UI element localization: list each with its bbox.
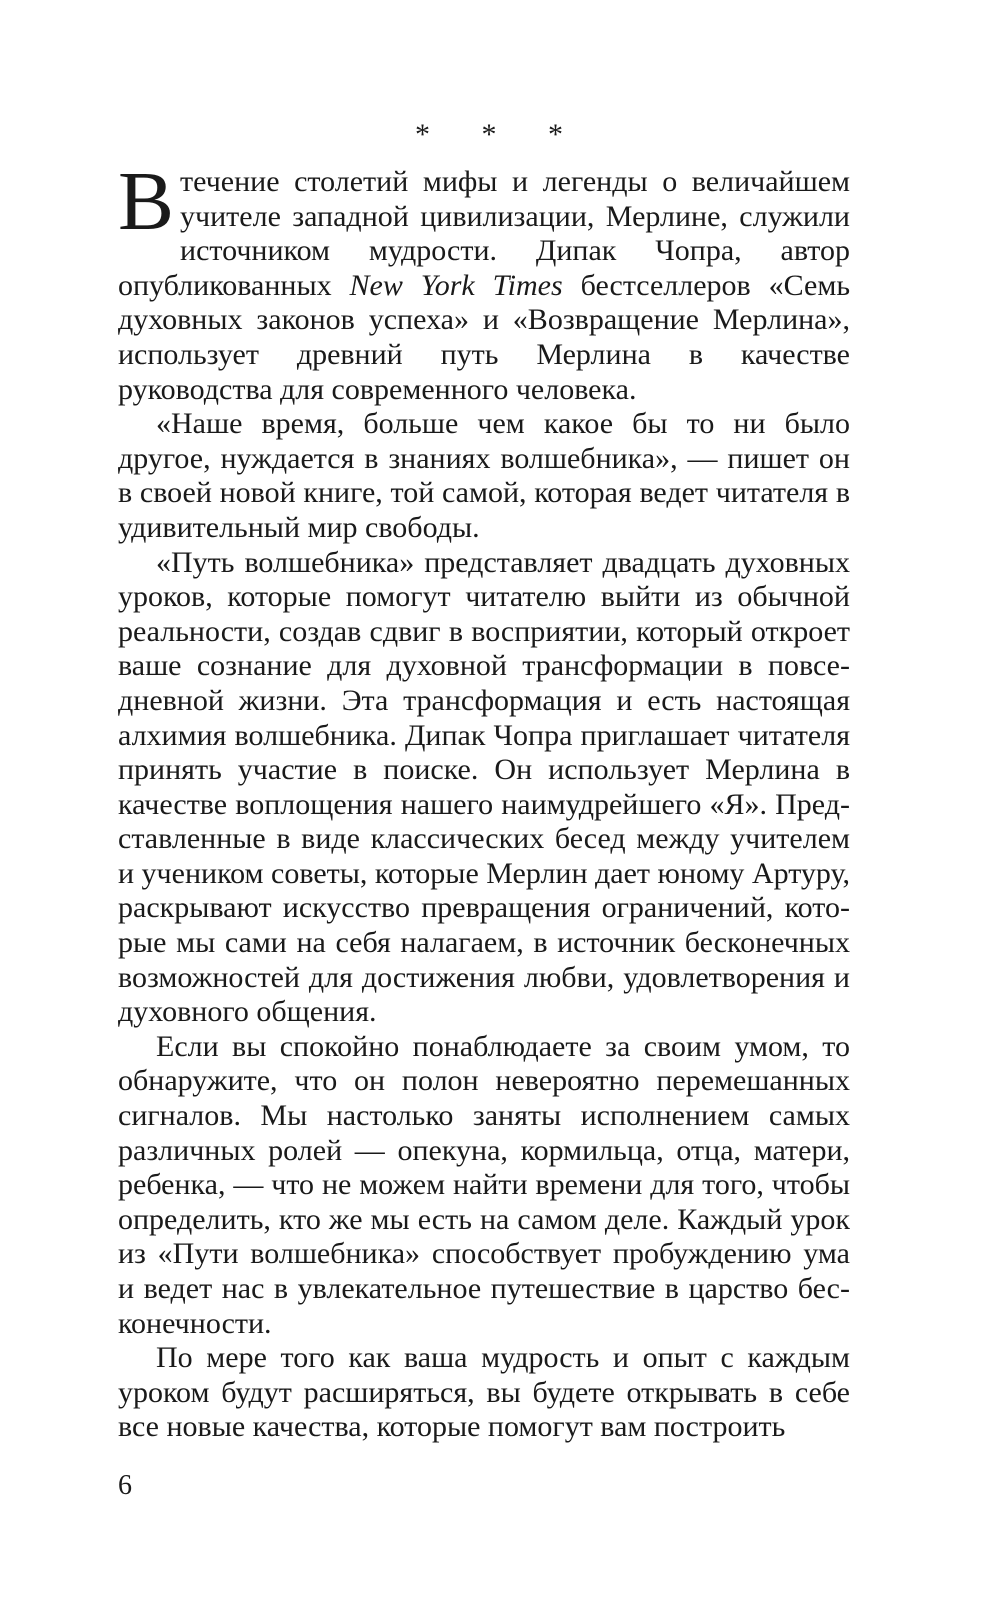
- paragraph-4: Если вы спокойно понаблюдаете за своим умом, то обнаружите, что он полон невероятно перемешанных сигналов. Мы настолько заняты исполнением самых различных ролей — опекуна, кормильца, отца, матери, ребенка, — что не можем найти времени для того, чтобы определить, кто же мы есть на самом деле. Каждый урок из «Пути волшебника» способствует пробуждению ума и ведет нас в увлекательное путешествие в царство бесконечности.: [118, 1029, 850, 1340]
- paragraph-1-text-a: течение столетий мифы и легенды о величайшем учителе западной цивилизации, Мерлине, служили источником мудрости. Дипак Чопра, автор опубликованных: [118, 165, 850, 302]
- paragraph-1: [118, 155, 850, 407]
- section-separator: * * *: [415, 118, 585, 151]
- paragraph-1-text-b: бестселлеров «Семь духовных законов успеха» и «Возвращение Мерлина», использует древний путь Мерлина в качестве руководства для современного человека.: [118, 268, 850, 406]
- paragraph-5: По мере того как ваша мудрость и опыт с каждым уроком будут расширяться, вы будете открывать в себе все новые качества, которые помогут вам построить: [118, 1341, 850, 1444]
- paragraph-3: «Путь волшебника» представляет двадцать духовных уроков, которые помогут читателю выйти из обычной реальности, создав сдвиг в восприятии, который откроет ваше сознание для духовной трансформации в повседневной жизни. Эта трансформация и есть настоящая алхимия волшебника. Дипак Чопра приглашает читателя принять участие в поиске. Он использует Мерлина в качестве воплощения нашего наимудрейшего «Я». Представленные в виде классических бесед между учителем и учеником советы, которые Мерлин дает юному Артуру, раскрывают искусство превращения ограничений, которые мы сами на себя налагаем, в источник бесконечных возможностей для достижения любви, удовлетворения и духовного общения.: [118, 545, 851, 1029]
- paragraph-1-italic: New York Times: [349, 268, 563, 302]
- page-number: 6: [118, 1470, 132, 1501]
- body-text: [118, 155, 851, 1445]
- drop-cap: В: [118, 155, 175, 248]
- paragraph-2: «Наше время, больше чем какое бы то ни было другое, нуждается в знаниях волшебника», — пишет он в своей новой книге, той самой, которая ведет читателя в удивительный мир свободы.: [118, 407, 850, 544]
